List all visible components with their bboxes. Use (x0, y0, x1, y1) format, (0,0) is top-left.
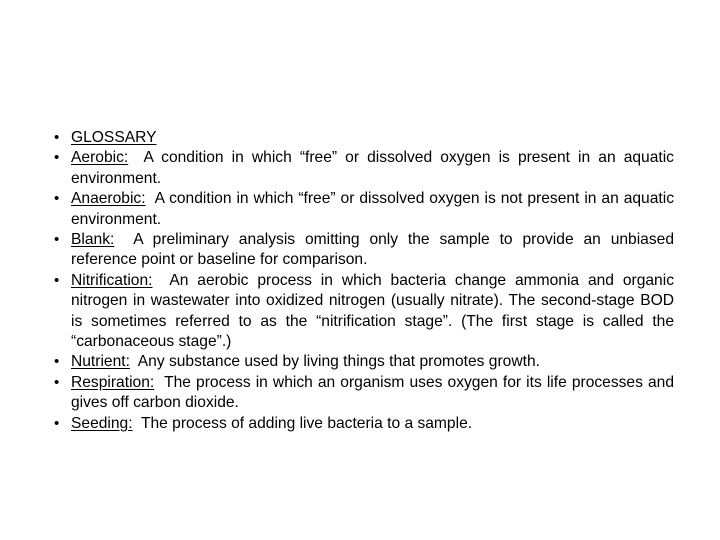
glossary-list (50, 128, 674, 434)
glossary-item-respiration (50, 373, 674, 414)
bullet: • (54, 414, 60, 432)
term-nitrification: Nitrification: (71, 271, 153, 289)
glossary-item-blank (50, 230, 674, 271)
bullet: • (54, 190, 60, 208)
term-blank: Blank: (71, 231, 115, 249)
definition-blank: A preliminary analysis omitting only the sample to provide an unbiased reference point or baseline for comparison. (71, 231, 674, 269)
term-respiration: Respiration: (71, 373, 155, 391)
glossary-item-nitrification (50, 271, 674, 353)
bullet: • (54, 129, 60, 146)
glossary-item-aerobic (50, 148, 674, 189)
glossary-heading-text: GLOSSARY (71, 129, 157, 146)
glossary-item-anaerobic (50, 189, 674, 230)
bullet: • (54, 149, 60, 167)
bullet: • (54, 231, 60, 249)
bullet: • (54, 271, 60, 289)
definition-aerobic: A condition in which “free” or dissolved oxygen is present in an aquatic environment. (71, 149, 674, 187)
definition-respiration: The process in which an organism uses oxygen for its life processes and gives off carbon dioxide. (71, 373, 674, 412)
glossary-item-nutrient (50, 352, 674, 372)
definition-anaerobic: A condition in which “free” or dissolved oxygen is not present in an aquatic environment. (71, 190, 674, 228)
definition-nutrient: Any substance used by living things that promotes growth. (137, 353, 540, 371)
term-seeding: Seeding: (71, 414, 133, 432)
glossary-heading (50, 128, 674, 148)
definition-seeding: The process of adding live bacteria to a sample. (140, 414, 473, 432)
definition-nitrification: An aerobic process in which bacteria change ammonia and organic nitrogen in wastewater into oxidized nitrogen (usually nitrate). The second-stage BOD is sometimes referred to as the “nitrification stage”. (The first stage is called the “carbonaceous stage”.) (71, 271, 674, 351)
bullet: • (54, 373, 60, 391)
glossary-item-seeding (50, 414, 674, 434)
bullet: • (54, 353, 60, 371)
term-aerobic: Aerobic: (71, 149, 129, 167)
term-nutrient: Nutrient: (71, 353, 130, 371)
term-anaerobic: Anaerobic: (71, 190, 146, 208)
